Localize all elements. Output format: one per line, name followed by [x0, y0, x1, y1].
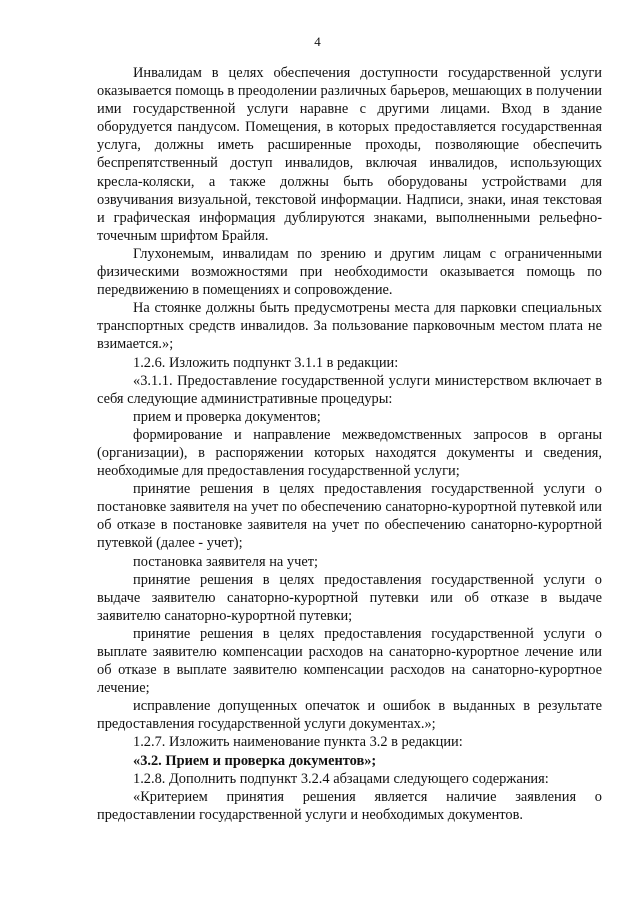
- procedure-reception: прием и проверка документов;: [133, 408, 321, 425]
- section-heading-3-2: [97, 752, 602, 770]
- paragraph-accessibility: Инвалидам в целях обеспечения доступности государственной услуги оказывается помощь в преодолении различных барьеров, мешающих в получении ими государственной услуги наравне с другими лицами. Вход в здание оборудуется пандусом. Помещения, в которых предоставляется государственная услуга, должны иметь расширенные проходы, позволяющие обеспечить беспрепятственный доступ инвалидов, включая инвалидов, использующих кресла-коляски, а также должны быть оборудованы устройствами для озвучивания визуальной, текстовой информации. Надписи, знаки, иная текстовая и графическая информация дублируются знаками, выполненными рельефно-точечным шрифтом Брайля.: [97, 65, 602, 244]
- paragraph-assistance: Глухонемым, инвалидам по зрению и другим лицам с ограниченными физическими возможностями при необходимости оказывается помощь по передвижению в помещениях и сопровождение.: [97, 245, 602, 299]
- paragraph-item-1-2-6: 1.2.6. Изложить подпункт 3.1.1 в редакции:: [133, 354, 399, 371]
- procedure-voucher-decision: принятие решения в целях предоставления государственной услуги о выдаче заявителю санаторно-курортной путевки или об отказе в выдаче заявителю санаторно-курортной путевки;: [97, 571, 602, 624]
- paragraph-criterion: «Критерием принятия решения является наличие заявления о предоставлении государственной услуги и необходимых документов.: [97, 788, 602, 823]
- page-number: 4: [314, 34, 321, 49]
- procedure-compensation-decision: принятие решения в целях предоставления государственной услуги о выплате заявителю компенсации расходов на санаторно-курортное лечение или об отказе в выплате заявителю компенсации расходов на санаторно-курортное лечение;: [97, 625, 602, 697]
- procedure-requests: формирование и направление межведомственных запросов в органы (организации), в распоряжении которых находятся документы и сведения, необходимые для предоставления государственной услуги;: [97, 426, 602, 480]
- paragraph-3-1-1: «3.1.1. Предоставление государственной услуги министерством включает в себя следующие административные процедуры:: [97, 372, 602, 407]
- document-body: [97, 64, 602, 824]
- paragraph-item-1-2-8: 1.2.8. Дополнить подпункт 3.2.4 абзацами следующего содержания:: [133, 770, 549, 787]
- procedure-corrections: исправление допущенных опечаток и ошибок в выданных в результате предоставления государственной услуги документах.»;: [97, 698, 602, 733]
- paragraph-item-1-2-7: 1.2.7. Изложить наименование пункта 3.2 в редакции:: [133, 734, 463, 751]
- paragraph-parking: На стоянке должны быть предусмотрены места для парковки специальных транспортных средств инвалидов. За пользование парковочным местом плата не взимается.»;: [97, 300, 602, 353]
- section-heading-3-2-text: «3.2. Прием и проверка документов»;: [133, 752, 377, 769]
- procedure-registration-decision: принятие решения в целях предоставления государственной услуги о постановке заявителя на учет по обеспечению санаторно-курортной путевкой или об отказе в постановке заявителя на учет по обеспечению санаторно-курортной путевкой (далее - учет);: [97, 481, 602, 552]
- procedure-registration: постановка заявителя на учет;: [133, 553, 318, 570]
